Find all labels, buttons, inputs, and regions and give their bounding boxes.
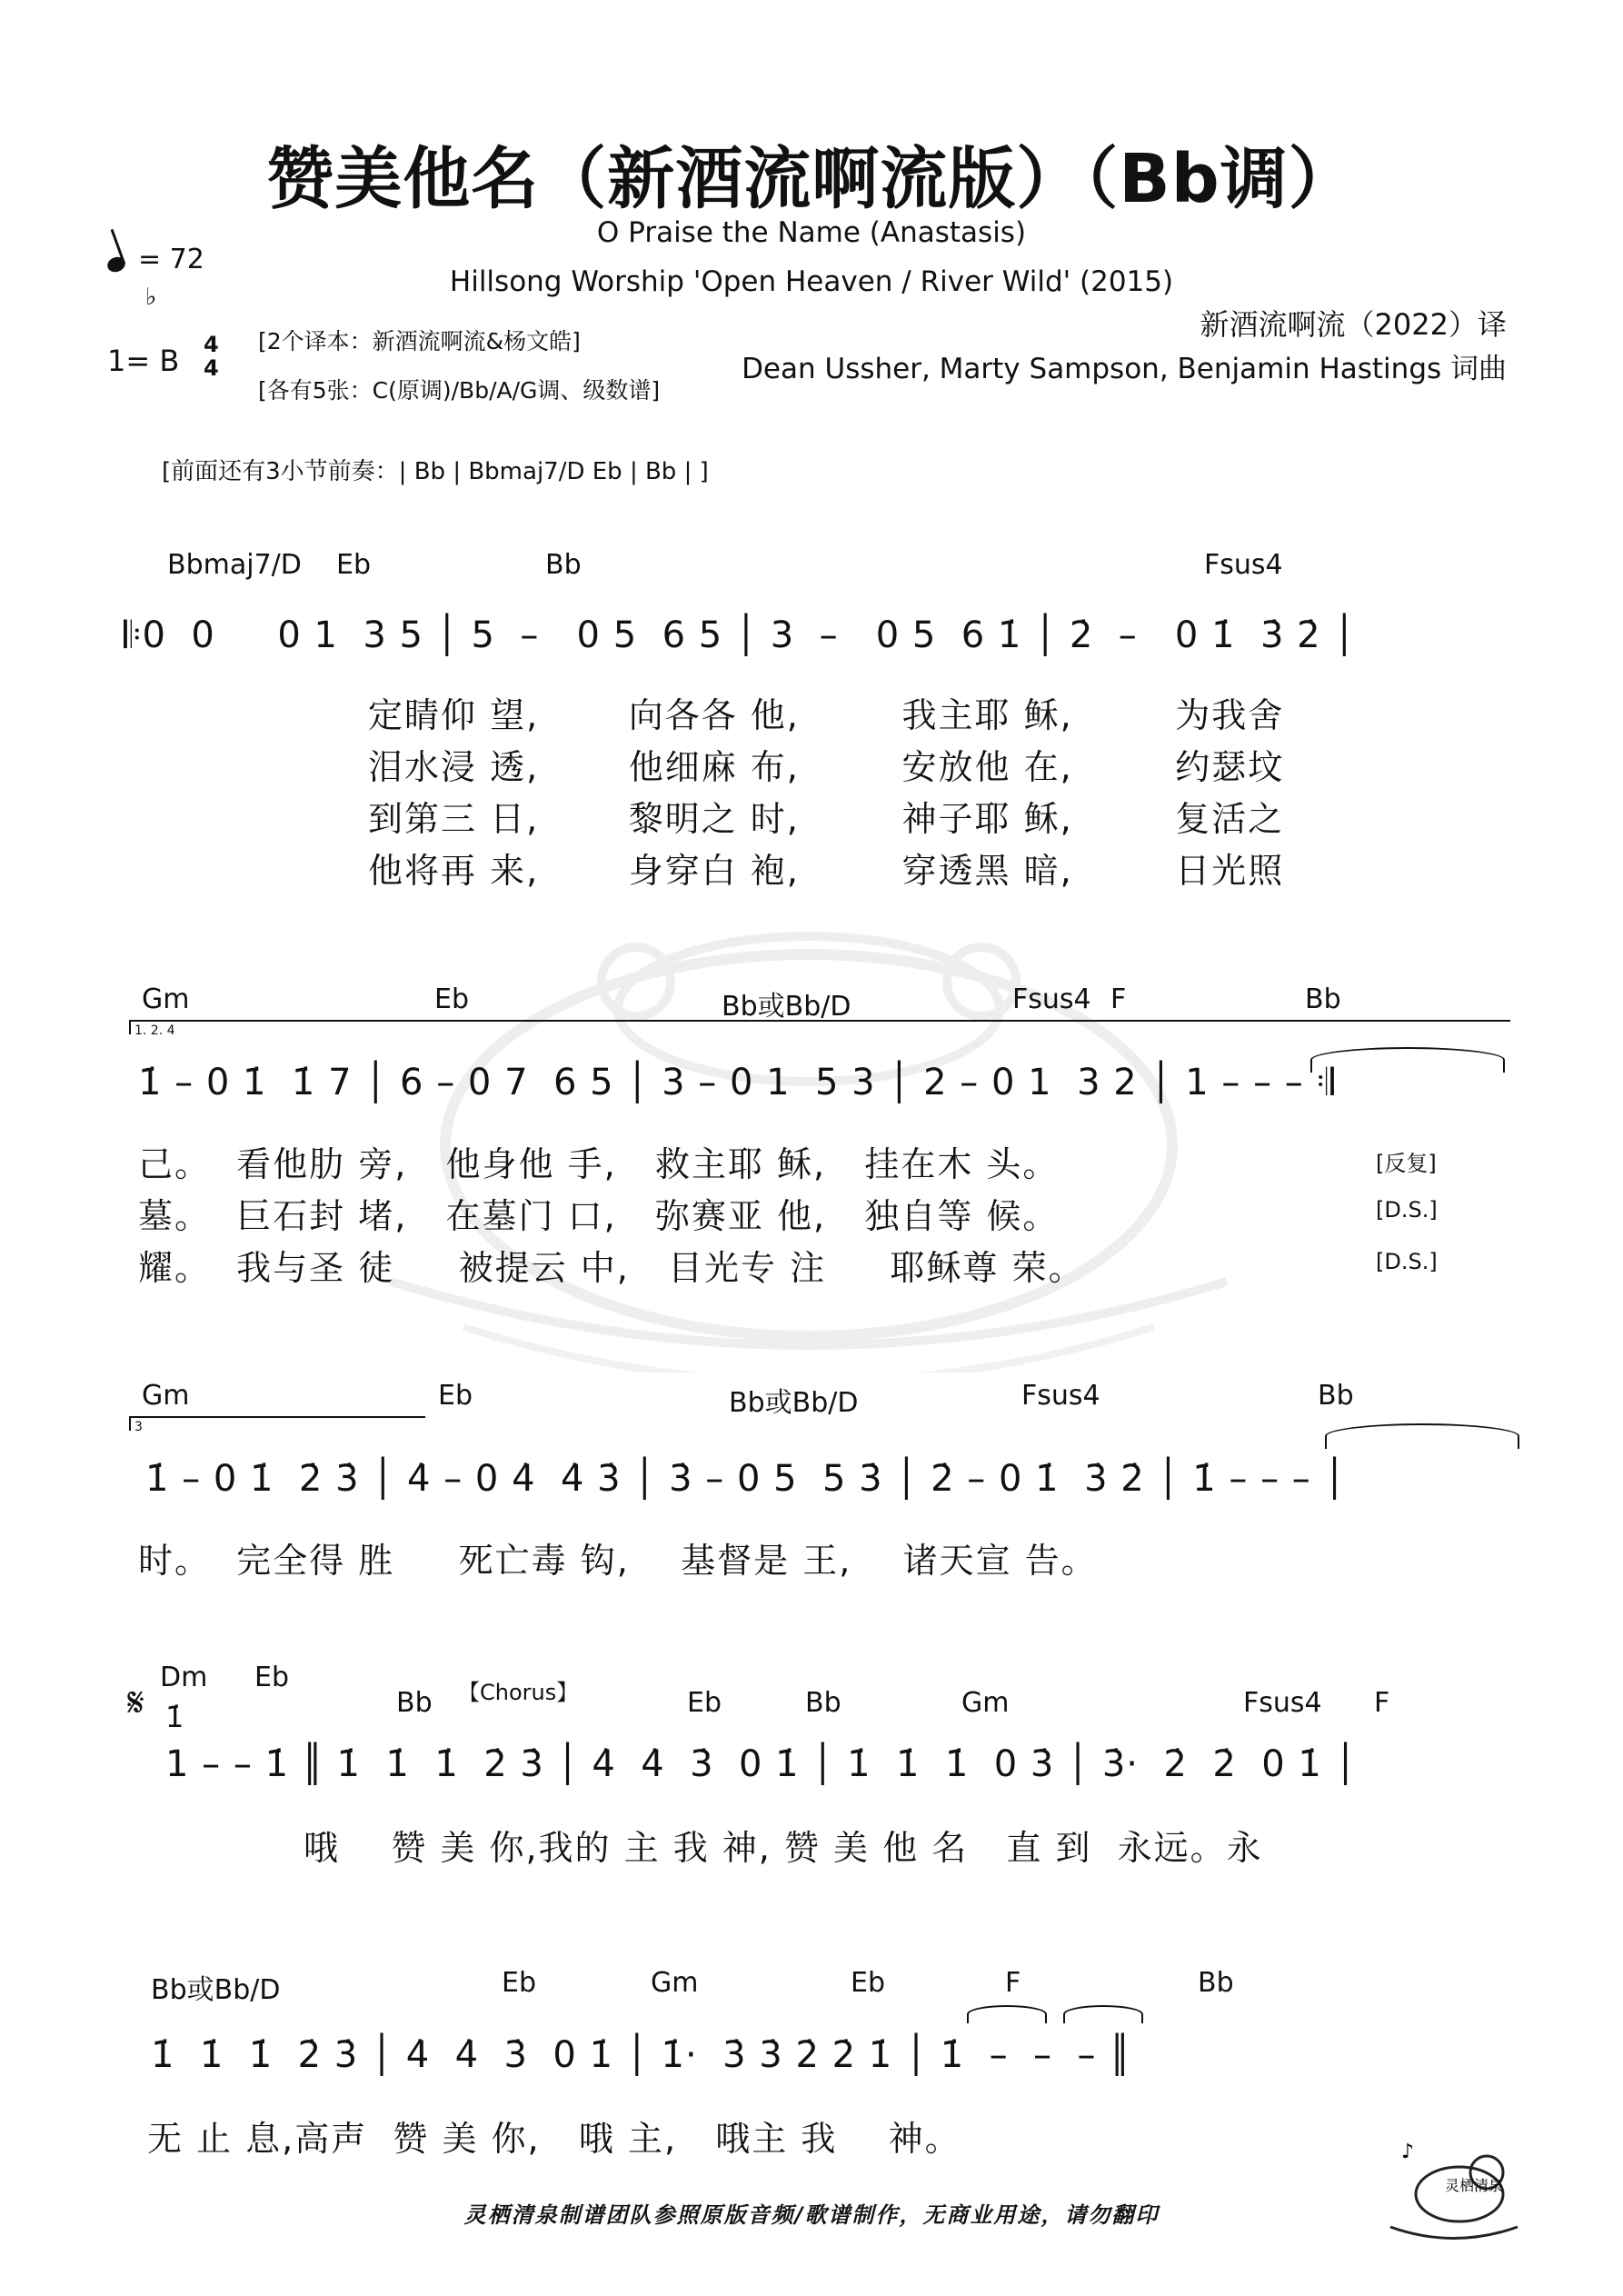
lyric-verse-3: 到第三 日, 黎明之 时, 神子耶 稣, 复活之 (368, 799, 1285, 839)
key-signature: 1= B (107, 344, 180, 378)
lyric-line: 时。 完全得 胜 死亡毒 钩, 基督是 王, 诸天宣 告。 (138, 1541, 1098, 1581)
slur-arc (967, 2005, 1047, 2023)
lyric-verse-1: 己。 看他肋 旁, 他身他 手, 救主耶 稣, 挂在木 头。 (138, 1144, 1060, 1184)
tempo-value: = 72 (138, 244, 204, 275)
source-line: Hillsong Worship 'Open Heaven / River Wild' (2015) (449, 265, 1174, 298)
time-signature (204, 333, 219, 380)
chorus-label: 【Chorus】 (458, 1680, 579, 1705)
lyric-verse-4: 他将再 来, 身穿白 袍, 穿透黑 暗, 日光照 (368, 851, 1285, 891)
chord-label: Dm (160, 1662, 208, 1693)
english-subtitle: O Praise the Name (Anastasis) (596, 216, 1027, 249)
chord-label: Gm (651, 1967, 699, 1999)
chord-label: Bb (1318, 1380, 1354, 1412)
notation-line: 1 – – 1̇ ║ 1̇ 1̇ 1̇ 2̇ 3̇ │ 4̇ 4̇ 3̇ 0 1̇ │ 1̇ 1̇ 1̇ 0 3̇ │ 3̇· 2̇ 2̇ 0 1̇ │ (165, 1743, 1358, 1785)
chord-label: Bb (396, 1687, 433, 1719)
translation-note: [2个译本：新酒流啊流&杨文皓] (258, 328, 581, 354)
lyric-verse-1: 定睛仰 望, 向各各 他, 我主耶 稣, 为我舍 (368, 695, 1285, 735)
chord-label: Eb (502, 1967, 536, 1999)
chord-label: Bb (1198, 1967, 1234, 1999)
chord-label: Gm (961, 1687, 1010, 1719)
chord-label: Gm (142, 983, 190, 1015)
tie-arc (1325, 1423, 1519, 1449)
chord-label: F (1110, 983, 1127, 1015)
chord-label: Eb (336, 549, 371, 581)
notation-line: 1̇ – 0 1̇ 1̇ 7 │ 6 – 0 7 6 5 │ 3 – 0 1 5 3 │ 2 – 0 1 3 2 │ 1 – – – 𝄇 (138, 1062, 1335, 1103)
chord-label: Bb (805, 1687, 841, 1719)
translator-credit: 新酒流啊流（2022）译 (1200, 307, 1507, 342)
tie-arc (1310, 1047, 1505, 1073)
logo-text: 灵栖清泉 (1445, 2177, 1504, 2194)
chord-label: Fsus4 (1012, 983, 1091, 1015)
chord-label: F (1005, 1967, 1021, 1999)
composer-credit: Dean Ussher, Marty Sampson, Benjamin Hastings 词曲 (742, 353, 1507, 385)
chord-label: Fsus4 (1021, 1380, 1100, 1412)
volta-bracket: 1. 2. 4 (129, 1020, 1510, 1034)
ds-tag: [D.S.] (1376, 1197, 1438, 1223)
chord-label: Bb或Bb/D (722, 991, 851, 1023)
notation-line: 1̇ 1̇ 1̇ 2̇ 3̇ │ 4̇ 4̇ 3̇ 0 1̇ │ 1̇· 3̇ 3̇ 2̇ 2̇ 1̇ │ 1̇ – – – ║ (151, 2034, 1132, 2076)
lyric-verse-3: 耀。 我与圣 徒 被提云 中, 目光专 注 耶稣尊 荣。 (138, 1248, 1085, 1288)
lyric-line: 无 止 息,高声 赞 美 你, 哦 主, 哦主 我 神。 (147, 2119, 961, 2159)
volta-bracket: 3 (129, 1416, 425, 1431)
time-signature-top: 4 (204, 332, 219, 357)
lyric-line: 哦 赞 美 你,我的 主 我 神, 赞 美 他 名 直 到 永远。永 (304, 1828, 1263, 1868)
pickup-note: 1̇ (165, 1700, 185, 1734)
chord-label: Bb或Bb/D (729, 1387, 859, 1419)
lyric-verse-2: 墓。 巨石封 堵, 在墓门 口, 弥赛亚 他, 独自等 候。 (138, 1196, 1060, 1236)
chord-label: Bb (545, 549, 582, 581)
chord-label: Eb (851, 1967, 885, 1999)
chord-label: Eb (434, 983, 469, 1015)
notation-line: 𝄆0 0 0 1 3 5 │ 5 – 0 5 6 5 │ 3 – 0 5 6 1̇ │ 2̇ – 0 1̇ 3̇ 2̇ │ (124, 614, 1357, 656)
intro-note: [前面还有3小节前奏：| Bb | Bbmaj7/D Eb | Bb | ] (162, 458, 709, 485)
tempo-marking (107, 244, 204, 275)
chord-label: Eb (254, 1662, 289, 1693)
slur-arc (1063, 2005, 1143, 2023)
chord-label: Eb (687, 1687, 722, 1719)
notation-line: 1̇ – 0 1̇ 2̇ 3̇ │ 4̇ – 0 4̇ 4̇ 3̇ │ 3̇ – 0 5 5 3̇ │ 2̇ – 0 1̇ 3̇ 2̇ │ 1̇ – – – │ (145, 1458, 1347, 1500)
chord-label: Bb (1305, 983, 1341, 1015)
chord-label: Fsus4 (1204, 549, 1283, 581)
ds-tag: [D.S.] (1376, 1249, 1438, 1274)
song-title: 赞美他名（新酒流啊流版）（Bb调） (266, 140, 1357, 218)
chord-label: F (1374, 1687, 1390, 1719)
repeat-tag: [反复] (1376, 1151, 1437, 1176)
quarter-note-icon (105, 255, 127, 275)
sheep-logo-icon (1381, 2136, 1527, 2245)
chord-label: Fsus4 (1243, 1687, 1322, 1719)
time-signature-bottom: 4 (204, 355, 219, 381)
copyright-footer: 灵栖清泉制谱团队参照原版音频/歌谱制作，无商业用途，请勿翻印 (463, 2202, 1160, 2228)
chord-label: Bb或Bb/D (151, 1974, 281, 2006)
chord-label: Bbmaj7/D (167, 549, 302, 581)
lyric-verse-2: 泪水浸 透, 他细麻 布, 安放他 在, 约瑟坟 (368, 747, 1285, 787)
chord-label: Eb (438, 1380, 473, 1412)
flat-sign: ♭ (145, 284, 157, 311)
chord-label: Gm (142, 1380, 190, 1412)
version-note: [各有5张：C(原调)/Bb/A/G调、级数谱] (258, 377, 661, 404)
svg-text:♪: ♪ (1401, 2141, 1415, 2163)
segno-icon: 𝄋 (127, 1680, 144, 1726)
